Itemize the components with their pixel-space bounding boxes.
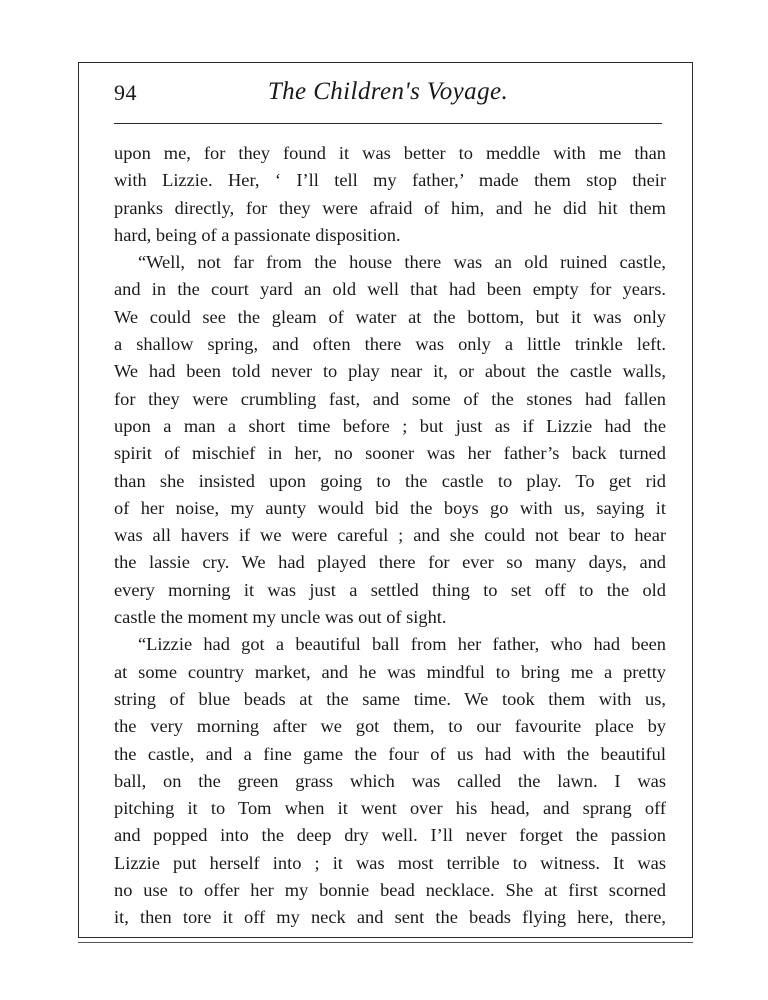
running-head	[114, 78, 662, 118]
header-rule	[114, 123, 662, 124]
book-title: The Children's Voyage.	[267, 78, 509, 105]
text-line: “Lizzie had got a beautiful ball from her father, who had been	[138, 634, 666, 655]
text-line: at some country market, and he was mindful to bring me a pretty	[114, 661, 666, 682]
text-line: pranks directly, for they were afraid of him, and he did hit them	[114, 197, 666, 218]
text-line: of her noise, my aunty would bid the boys go with us, saying it	[114, 497, 666, 518]
text-line: than she insisted upon going to the castle to play. To get rid	[114, 470, 666, 491]
text-line: spirit of mischief in her, no sooner was her father’s back turned	[114, 443, 666, 464]
text-line: was all havers if we were careful ; and she could not bear to hear	[114, 525, 666, 546]
page-number: 94	[114, 80, 137, 105]
bottom-rule-secondary	[78, 942, 693, 943]
text-line: upon a man a short time before ; but just as if Lizzie had the	[114, 415, 666, 436]
text-line: castle the moment my uncle was out of sight.	[114, 607, 447, 628]
text-line: upon me, for they found it was better to meddle with me than	[114, 143, 666, 163]
bottom-rule	[78, 937, 693, 938]
text-line: every morning it was just a settled thing to set off to the old	[114, 579, 666, 600]
text-line: “Well, not far from the house there was an old ruined castle,	[138, 252, 666, 273]
text-line: pitching it to Tom when it went over his head, and sprang off	[114, 798, 666, 819]
text-line: and popped into the deep dry well. I’ll never forget the passion	[114, 825, 666, 846]
text-line: for they were crumbling fast, and some of the stones had fallen	[114, 388, 666, 409]
text-line: string of blue beads at the same time. We took them with us,	[114, 688, 666, 709]
text-line: Lizzie put herself into ; it was most terrible to witness. It was	[114, 852, 666, 873]
text-line: We had been told never to play near it, or about the castle walls,	[114, 361, 666, 382]
text-line: no use to offer her my bonnie bead necklace. She at first scorned	[114, 880, 666, 901]
text-line: it, then tore it off my neck and sent the beads flying here, there,	[114, 907, 666, 928]
text-line: hard, being of a passionate disposition.	[114, 224, 401, 245]
text-line: the castle, and a fine game the four of us had with the beautiful	[114, 743, 666, 764]
text-line: a shallow spring, and often there was only a little trinkle left.	[114, 334, 666, 355]
body-text	[114, 140, 666, 932]
text-line: ball, on the green grass which was called the lawn. I was	[114, 770, 666, 791]
text-line: the lassie cry. We had played there for ever so many days, and	[114, 552, 666, 573]
text-line: the very morning after we got them, to our favourite place by	[114, 716, 666, 737]
text-line: and in the court yard an old well that had been empty for years.	[114, 279, 666, 300]
text-line: with Lizzie. Her, ‘ I’ll tell my father,’ made them stop their	[114, 170, 666, 191]
text-line: We could see the gleam of water at the bottom, but it was only	[114, 306, 666, 327]
